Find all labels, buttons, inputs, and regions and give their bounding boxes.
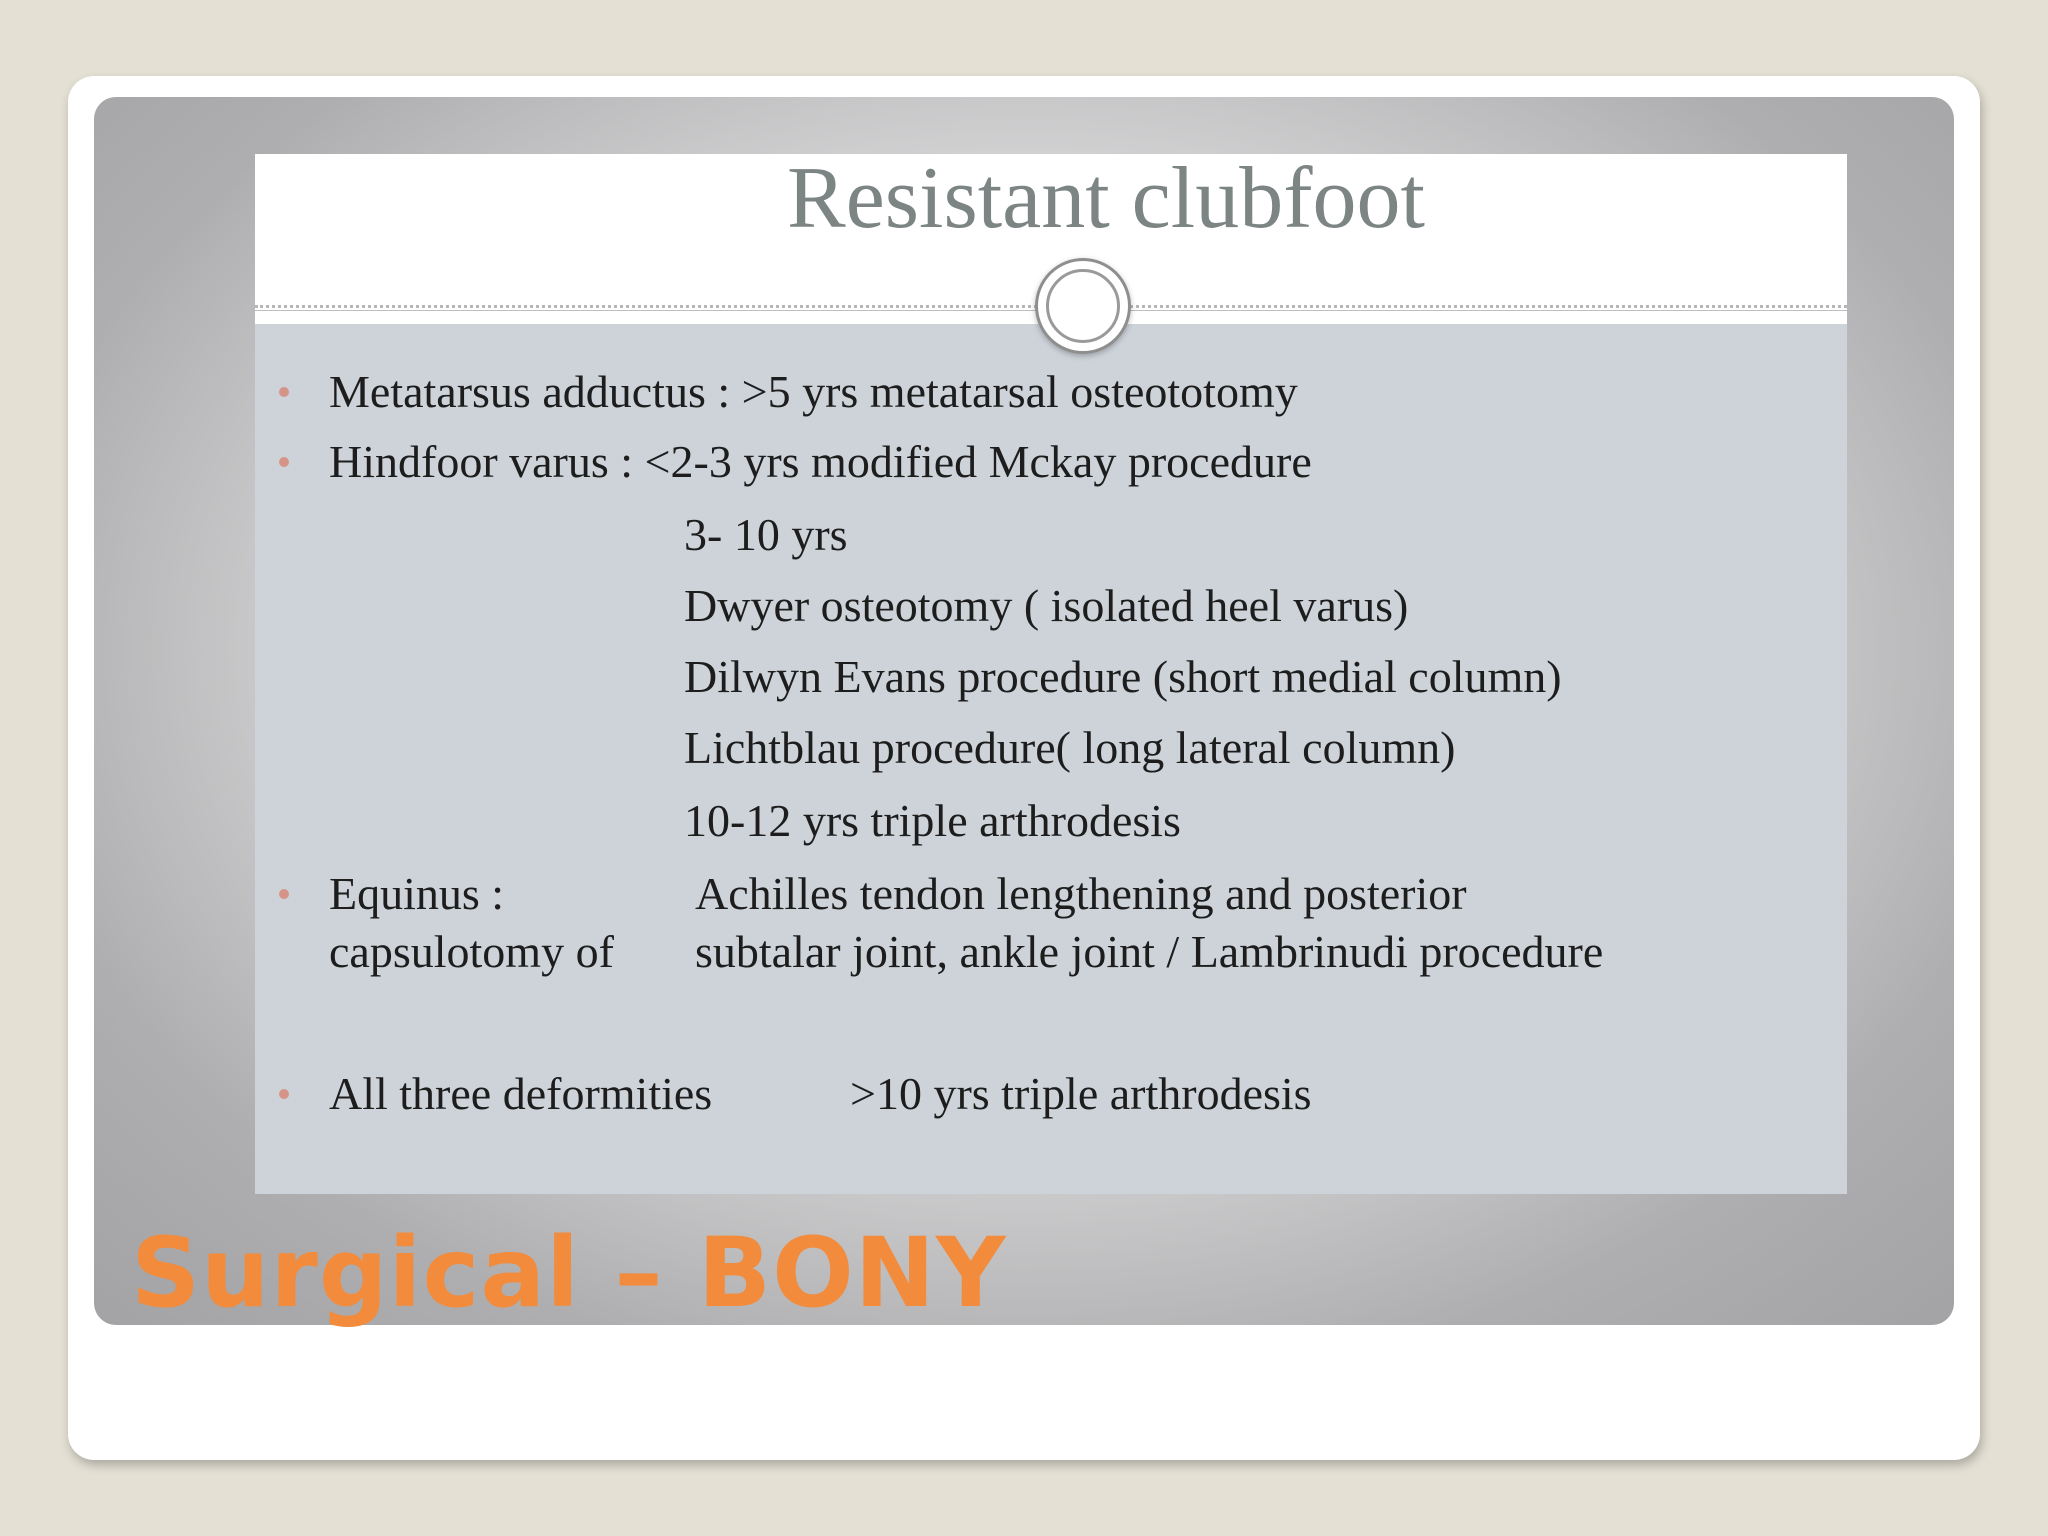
bullet-dot <box>279 457 289 467</box>
bullet-dot <box>279 1089 289 1099</box>
hindfoot-subline-3: Dilwyn Evans procedure (short medial column) <box>684 651 1562 702</box>
equinus-label: Equinus : <box>329 868 505 919</box>
inner-slide-title: Resistant clubfoot <box>787 150 1425 247</box>
bullet-dot <box>279 387 289 397</box>
hindfoot-subline-4: Lichtblau procedure( long lateral column) <box>684 722 1456 773</box>
inner-slide <box>255 150 1847 1194</box>
capsulotomy-label: capsulotomy of <box>329 926 614 977</box>
equinus-text: Achilles tendon lengthening and posterior <box>695 868 1467 919</box>
bullet-metatarsus: Metatarsus adductus : >5 yrs metatarsal osteototomy <box>329 366 1298 417</box>
hindfoot-subline-1: 3- 10 yrs <box>684 509 848 560</box>
all-three-label: All three deformities <box>329 1068 713 1119</box>
bullet-hindfoot: Hindfoor varus : <2-3 yrs modified Mckay procedure <box>329 436 1312 487</box>
circle-ornament-icon <box>1035 258 1131 354</box>
capsulotomy-text: subtalar joint, ankle joint / Lambrinudi procedure <box>695 926 1604 977</box>
hindfoot-subline-2: Dwyer osteotomy ( isolated heel varus) <box>684 580 1409 631</box>
all-three-text: >10 yrs triple arthrodesis <box>850 1068 1312 1119</box>
hindfoot-subline-5: 10-12 yrs triple arthrodesis <box>684 795 1181 846</box>
slide-caption: Surgical – BONY <box>131 1217 1007 1329</box>
bullet-dot <box>279 889 289 899</box>
